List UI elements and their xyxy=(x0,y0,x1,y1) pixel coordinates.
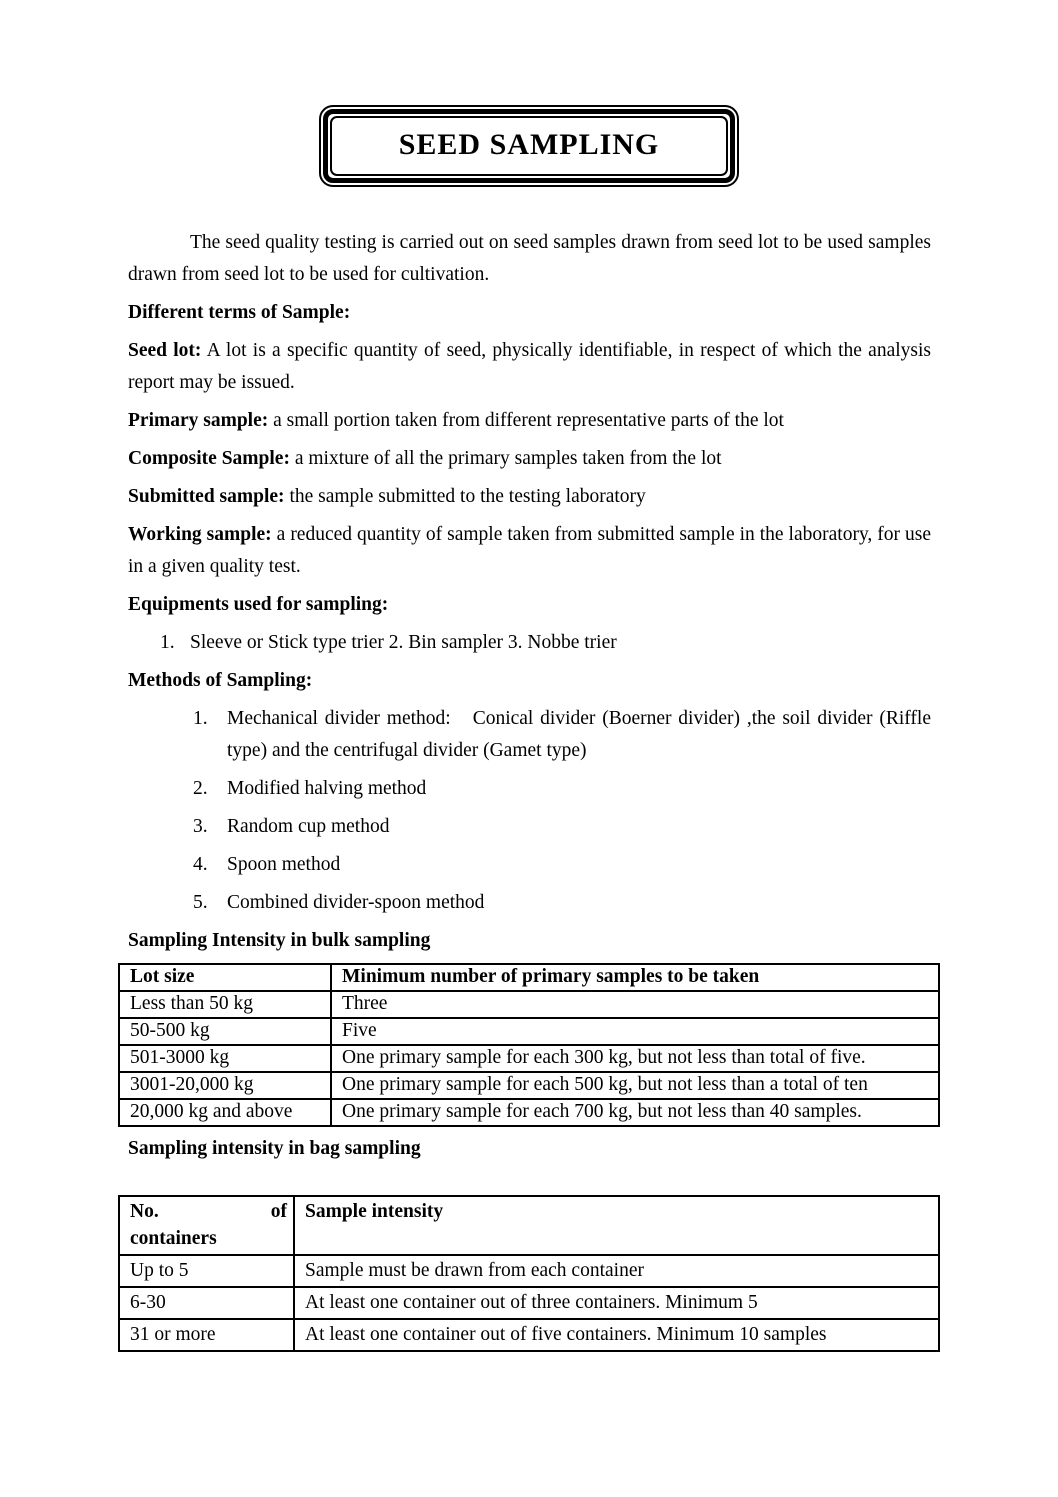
column-header-sample-intensity: Sample intensity xyxy=(294,1196,939,1255)
equipment-list-item xyxy=(118,627,940,659)
terms-heading: Different terms of Sample: xyxy=(128,302,351,323)
method-item-mechanical-divider xyxy=(118,703,940,767)
list-text: Combined divider-spoon method xyxy=(227,892,485,913)
title-box-inner-border xyxy=(330,116,728,176)
term-label: Seed lot: xyxy=(128,340,202,361)
list-text: Sleeve or Stick type trier 2. Bin sampler 3. Nobbe trier xyxy=(190,632,617,653)
list-text: Random cup method xyxy=(227,816,390,837)
header-line-1 xyxy=(130,1198,287,1225)
table-cell-intensity: Sample must be drawn from each container xyxy=(294,1255,939,1287)
list-number: 2. xyxy=(193,778,208,799)
table-cell-containers: 31 or more xyxy=(119,1319,294,1351)
table-cell-intensity: At least one container out of five containers. Minimum 10 samples xyxy=(294,1319,939,1351)
table-cell-containers: Up to 5 xyxy=(119,1255,294,1287)
header-word: No. xyxy=(130,1201,159,1222)
header-word: of xyxy=(270,1201,287,1222)
term-submitted-sample xyxy=(118,481,940,513)
document-body xyxy=(118,227,940,1352)
title-box-middle-border xyxy=(323,109,735,183)
table-row xyxy=(119,1018,939,1045)
list-number: 3. xyxy=(193,816,208,837)
term-label: Working sample: xyxy=(128,524,272,545)
table-row xyxy=(119,991,939,1018)
table-cell-samples: One primary sample for each 300 kg, but not less than total of five. xyxy=(331,1045,939,1072)
term-seed-lot xyxy=(118,335,940,399)
list-number: 4. xyxy=(193,854,208,875)
table-cell-lot-size: 501-3000 kg xyxy=(119,1045,331,1072)
term-working-sample xyxy=(118,519,940,583)
bag-sampling-heading: Sampling intensity in bag sampling xyxy=(128,1138,421,1159)
table-row xyxy=(119,1099,939,1126)
bulk-sampling-table xyxy=(118,963,940,1127)
table-cell-samples: Five xyxy=(331,1018,939,1045)
table-row xyxy=(119,1045,939,1072)
intro-paragraph: The seed quality testing is carried out on seed samples drawn from seed lot to be used samples drawn from seed lot to be used for cultivation. xyxy=(128,232,931,285)
list-number: 1. xyxy=(160,632,175,653)
page-title: SEED SAMPLING xyxy=(398,128,660,161)
equipment-heading: Equipments used for sampling: xyxy=(128,594,389,615)
method-detail: Conical divider (Boerner divider) ,the soil divider (Riffle type) and the centrifugal divider (Gamet type) xyxy=(227,708,931,761)
term-text: a small portion taken from different representative parts of the lot xyxy=(273,410,784,431)
table-row xyxy=(119,1287,939,1319)
table-cell-lot-size: 3001-20,000 kg xyxy=(119,1072,331,1099)
method-item-modified-halving xyxy=(118,773,940,805)
table-cell-containers: 6-30 xyxy=(119,1287,294,1319)
term-text: A lot is a specific quantity of seed, physically identifiable, in respect of which the analysis report may be issued. xyxy=(128,340,931,393)
title-box-outer-border xyxy=(319,105,739,187)
table-cell-samples: Three xyxy=(331,991,939,1018)
column-header-no-of-containers xyxy=(119,1196,294,1255)
bag-sampling-table xyxy=(118,1195,940,1352)
term-text: the sample submitted to the testing laboratory xyxy=(289,486,646,507)
method-item-combined-divider-spoon xyxy=(118,887,940,919)
method-item-spoon xyxy=(118,849,940,881)
table-cell-lot-size: 50-500 kg xyxy=(119,1018,331,1045)
table-cell-lot-size: 20,000 kg and above xyxy=(119,1099,331,1126)
list-number: 5. xyxy=(193,892,208,913)
list-text xyxy=(227,703,931,767)
term-label: Composite Sample: xyxy=(128,448,290,469)
table-cell-samples: One primary sample for each 500 kg, but not less than a total of ten xyxy=(331,1072,939,1099)
term-text: a reduced quantity of sample taken from submitted sample in the laboratory, for use in a given quality test. xyxy=(128,524,932,577)
column-header-lot-size: Lot size xyxy=(119,964,331,991)
table-row xyxy=(119,1319,939,1351)
term-primary-sample xyxy=(118,405,940,437)
term-composite-sample xyxy=(118,443,940,475)
table-cell-intensity: At least one container out of three containers. Minimum 5 xyxy=(294,1287,939,1319)
list-text: Modified halving method xyxy=(227,778,427,799)
term-label: Submitted sample: xyxy=(128,486,285,507)
bulk-sampling-heading: Sampling Intensity in bulk sampling xyxy=(128,930,431,951)
table-header-row xyxy=(119,1196,939,1255)
method-item-random-cup xyxy=(118,811,940,843)
header-line-2: containers xyxy=(130,1228,217,1249)
list-number: 1. xyxy=(193,708,208,729)
term-label: Primary sample: xyxy=(128,410,269,431)
table-row xyxy=(119,1072,939,1099)
column-header-min-samples: Minimum number of primary samples to be taken xyxy=(331,964,939,991)
table-cell-lot-size: Less than 50 kg xyxy=(119,991,331,1018)
method-label: Mechanical divider method: xyxy=(227,708,451,729)
table-header-row xyxy=(119,964,939,991)
methods-heading: Methods of Sampling: xyxy=(128,670,313,691)
title-box xyxy=(319,105,739,187)
table-row xyxy=(119,1255,939,1287)
table-cell-samples: One primary sample for each 700 kg, but not less than 40 samples. xyxy=(331,1099,939,1126)
list-text: Spoon method xyxy=(227,854,341,875)
term-text: a mixture of all the primary samples taken from the lot xyxy=(294,448,722,469)
